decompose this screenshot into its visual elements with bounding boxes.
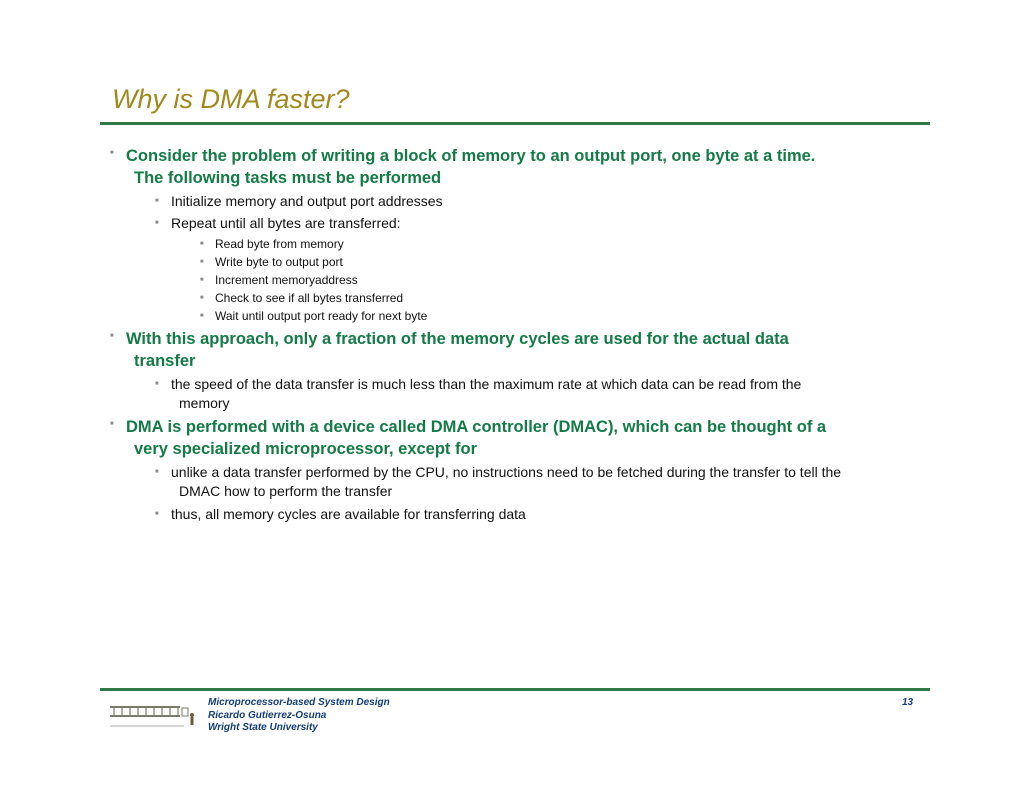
bullet-marker-icon: ■ bbox=[200, 277, 204, 283]
bullet-marker-icon: ■ bbox=[155, 511, 159, 517]
footer-course: Microprocessor-based System Design bbox=[208, 697, 390, 708]
sub-bullet-initialize bbox=[155, 192, 915, 211]
bullet-marker-icon: ■ bbox=[200, 241, 204, 247]
bullet-marker-icon: ■ bbox=[155, 198, 159, 204]
title-divider bbox=[100, 122, 930, 125]
bullet-marker-icon: ■ bbox=[200, 313, 204, 319]
sub-bullet-text-line2: DMAC how to perform the transfer bbox=[179, 483, 393, 499]
footer-university: Wright State University bbox=[208, 722, 318, 733]
sub-bullet-text: Repeat until all bytes are transferred: bbox=[171, 215, 401, 231]
bullet-text-line1: DMA is performed with a device called DMA controller (DMAC), which can be thought of a bbox=[126, 418, 827, 436]
sub-bullet-text-line2: memory bbox=[179, 395, 230, 411]
task-wait bbox=[200, 308, 700, 324]
bullet-marker-icon: ■ bbox=[200, 295, 204, 301]
sub-bullet-text: thus, all memory cycles are available for transferring data bbox=[171, 506, 526, 522]
task-text: Wait until output port ready for next byte bbox=[215, 309, 428, 323]
bullet-fraction-cycles bbox=[110, 328, 900, 372]
bullet-consider-problem bbox=[110, 145, 900, 189]
task-increment bbox=[200, 272, 700, 288]
sub-bullet-repeat bbox=[155, 214, 915, 233]
sub-bullet-speed bbox=[155, 375, 915, 413]
bullet-marker-icon: ■ bbox=[110, 333, 114, 339]
sub-bullet-all-cycles bbox=[155, 505, 915, 524]
footer-divider bbox=[100, 688, 930, 691]
slide-title: Why is DMA faster? bbox=[112, 84, 350, 114]
sub-bullet-unlike-cpu bbox=[155, 463, 915, 501]
page-number: 13 bbox=[902, 697, 914, 708]
bullet-marker-icon: ■ bbox=[110, 421, 114, 427]
bullet-text-line1: Consider the problem of writing a block of memory to an output port, one byte at a time. bbox=[126, 147, 816, 165]
task-text: Read byte from memory bbox=[215, 237, 344, 251]
bullet-marker-icon: ■ bbox=[200, 259, 204, 265]
footer-author: Ricardo Gutierrez-Osuna bbox=[208, 709, 327, 721]
sub-bullet-text-line1: unlike a data transfer performed by the CPU, no instructions need to be fetched during the transfer to tell the bbox=[171, 464, 842, 480]
footer-credits bbox=[208, 697, 390, 735]
sub-bullet-text-line1: the speed of the data transfer is much less than the maximum rate at which data can be read from the bbox=[171, 376, 802, 392]
sub-bullet-text: Initialize memory and output port addresses bbox=[171, 193, 443, 209]
bullet-text-line2: very specialized microprocessor, except for bbox=[134, 440, 477, 458]
bullet-marker-icon: ■ bbox=[110, 150, 114, 156]
task-text: Increment memoryaddress bbox=[215, 273, 358, 287]
bullet-marker-icon: ■ bbox=[155, 220, 159, 226]
bullet-text-line1: With this approach, only a fraction of the memory cycles are used for the actual data bbox=[126, 330, 789, 348]
wright-flyer-logo bbox=[108, 700, 194, 732]
bullet-dma-controller bbox=[110, 416, 900, 460]
bullet-text-line2: transfer bbox=[134, 352, 196, 370]
bullet-marker-icon: ■ bbox=[155, 381, 159, 387]
task-text: Write byte to output port bbox=[215, 255, 343, 269]
bullet-text-line2: The following tasks must be performed bbox=[134, 169, 442, 187]
bullet-marker-icon: ■ bbox=[155, 469, 159, 475]
task-read-byte bbox=[200, 236, 700, 252]
task-check bbox=[200, 290, 700, 306]
task-text: Check to see if all bytes transferred bbox=[215, 291, 404, 305]
task-write-byte bbox=[200, 254, 700, 270]
